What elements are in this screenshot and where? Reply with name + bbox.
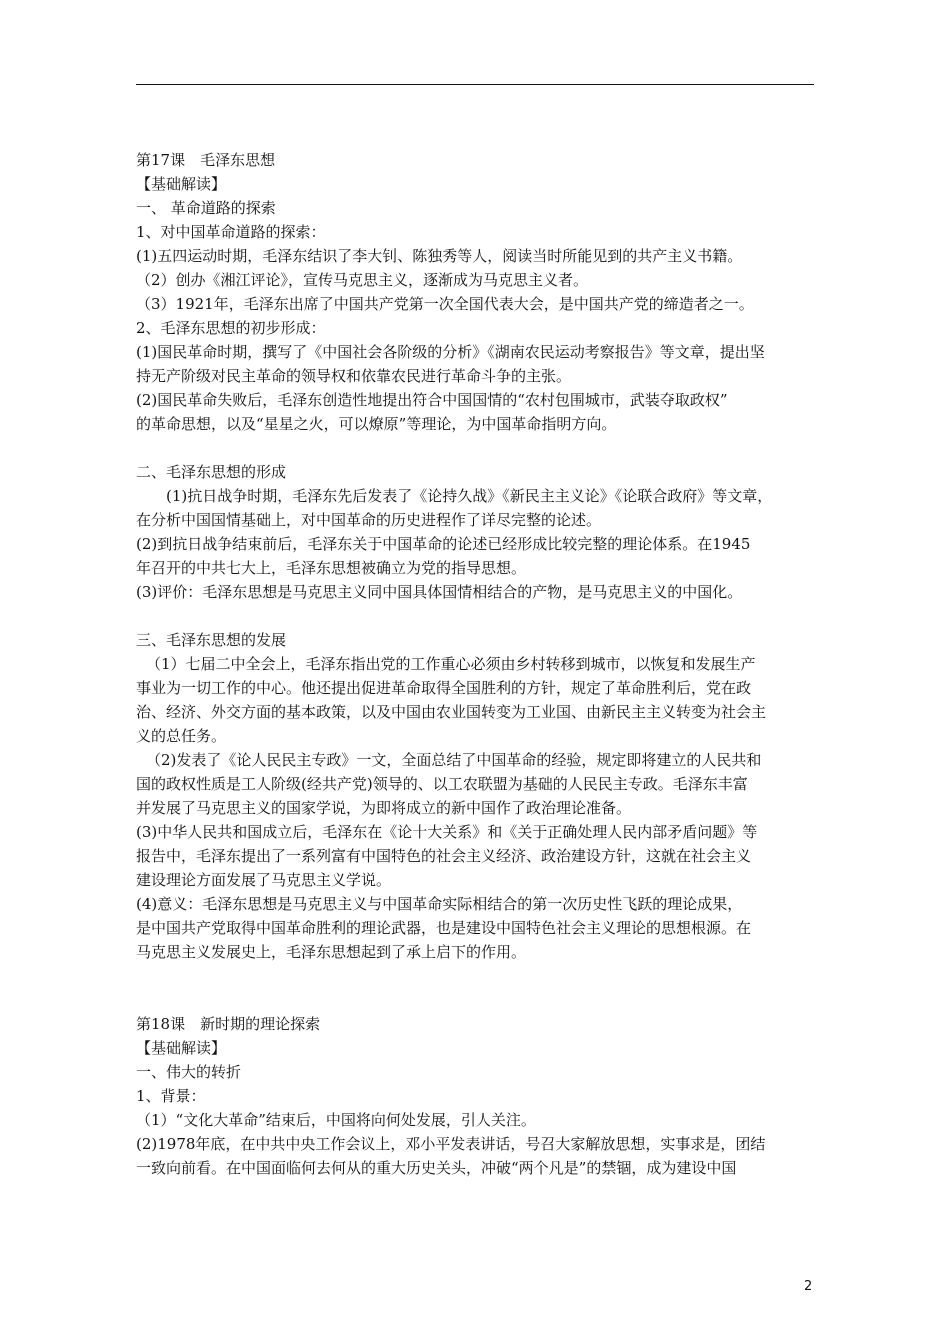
- paragraph-line: 在分析中国国情基础上，对中国革命的历史进程作了详尽完整的论述。: [136, 511, 602, 529]
- spacer: [136, 436, 816, 460]
- lesson-17-title: 第17课 毛泽东思想: [136, 151, 276, 169]
- section-heading: 三、毛泽东思想的发展: [136, 631, 287, 649]
- paragraph-line: 年召开的中共七大上，毛泽东思想被确立为党的指导思想。: [136, 559, 527, 577]
- section-heading: 一、 革命道路的探索: [136, 199, 276, 217]
- paragraph-line: (1)国民革命时期，撰写了《中国社会各阶级的分析》《湖南农民运动考察报告》等文章，提出坚: [136, 343, 765, 361]
- paragraph-line: (2)国民革命失败后，毛泽东创造性地提出符合中国国情的“农村包围城市，武装夺取政权”: [136, 391, 728, 409]
- paragraph-line: 国的政权性质是工人阶级(经共产党)领导的、以工农联盟为基础的人民民主专政。毛泽东丰富: [136, 775, 748, 793]
- subheading: 1、背景：: [136, 1087, 206, 1105]
- document-body: [136, 148, 816, 1180]
- paragraph-line: 建设理论方面发展了马克思主义学说。: [136, 871, 392, 889]
- paragraph-line: 并发展了马克思主义的国家学说，为即将成立的新中国作了政治理论准备。: [136, 799, 632, 817]
- spacer: [136, 964, 816, 1012]
- paragraph-line: (3)中华人民共和国成立后，毛泽东在《论十大关系》和《关于正确处理人民内部矛盾问题》等: [136, 823, 758, 841]
- section-label: 【基础解读】: [136, 175, 227, 193]
- paragraph-line: （3）1921年，毛泽东出席了中国共产党第一次全国代表大会，是中国共产党的缔造者之一。: [136, 295, 754, 313]
- paragraph-line: (3)评价：毛泽东思想是马克思主义同中国具体国情相结合的产物，是马克思主义的中国化。: [136, 583, 743, 601]
- section-heading: 二、毛泽东思想的形成: [136, 463, 287, 481]
- subheading: 1、对中国革命道路的探索：: [136, 223, 326, 241]
- paragraph-line: 的革命思想，以及“星星之火，可以燎原”等理论，为中国革命指明方向。: [136, 415, 617, 433]
- paragraph-line: （2)发表了《论人民民主专政》一文，全面总结了中国革命的经验，规定即将建立的人民共和: [146, 751, 762, 769]
- paragraph-line: (2)到抗日战争结束前后，毛泽东关于中国革命的论述已经形成比较完整的理论体系。在1945: [136, 535, 751, 553]
- paragraph-line: 马克思主义发展史上，毛泽东思想起到了承上启下的作用。: [136, 943, 527, 961]
- paragraph-line: (4)意义：毛泽东思想是马克思主义与中国革命实际相结合的第一次历史性飞跃的理论成果，: [136, 895, 743, 913]
- lesson-18-title: 第18课 新时期的理论探索: [136, 1015, 321, 1033]
- section-label: 【基础解读】: [136, 1039, 227, 1057]
- paragraph-line: 一致向前看。在中国面临何去何从的重大历史关头，冲破“两个凡是”的禁锢，成为建设中国: [136, 1159, 737, 1177]
- paragraph-line: (1)抗日战争时期，毛泽东先后发表了《论持久战》《新民主主义论》《论联合政府》等文章，: [166, 487, 773, 505]
- header-rule: [136, 84, 814, 85]
- paragraph-line: 持无产阶级对民主革命的领导权和依靠农民进行革命斗争的主张。: [136, 367, 572, 385]
- spacer: [136, 604, 816, 628]
- subheading: 2、毛泽东思想的初步形成：: [136, 319, 326, 337]
- paragraph-line: (1)五四运动时期，毛泽东结识了李大钊、陈独秀等人，阅读当时所能见到的共产主义书籍。: [136, 247, 743, 265]
- paragraph-line: 是中国共产党取得中国革命胜利的理论武器，也是建设中国特色社会主义理论的思想根源。在: [136, 919, 752, 937]
- paragraph-line: 治、经济、外交方面的基本政策，以及中国由农业国转变为工业国、由新民主主义转变为社会主: [136, 703, 767, 721]
- paragraph-line: 报告中，毛泽东提出了一系列富有中国特色的社会主义经济、政治建设方针，这就在社会主义: [136, 847, 752, 865]
- paragraph-line: （1）“文化大革命”结束后，中国将向何处发展，引人关注。: [136, 1111, 536, 1129]
- paragraph-line: 义的总任务。: [136, 727, 227, 745]
- paragraph-line: （1）七届二中全会上，毛泽东指出党的工作重心必须由乡村转移到城市，以恢复和发展生产: [146, 655, 756, 673]
- paragraph-line: (2)1978年底，在中共中央工作会议上，邓小平发表讲话，号召大家解放思想，实事求是，团结: [136, 1135, 766, 1153]
- paragraph-line: （2）创办《湘江评论》，宣传马克思主义，逐渐成为马克思主义者。: [136, 271, 589, 289]
- page-number: 2: [804, 1279, 813, 1294]
- paragraph-line: 事业为一切工作的中心。他还提出促进革命取得全国胜利的方针，规定了革命胜利后，党在政: [136, 679, 752, 697]
- section-heading: 一、伟大的转折: [136, 1063, 242, 1081]
